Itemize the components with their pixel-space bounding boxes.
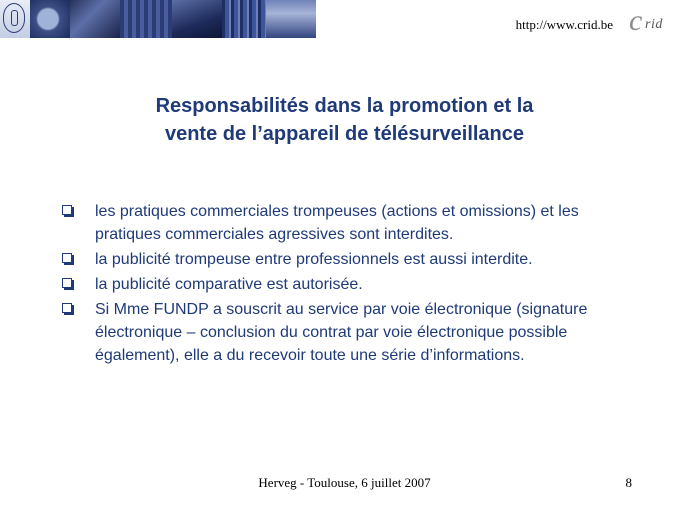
banner-photo-1 xyxy=(30,0,70,38)
banner-photo-3 xyxy=(120,0,172,38)
footer-text: Herveg - Toulouse, 6 juillet 2007 xyxy=(258,475,431,490)
slide-title xyxy=(0,92,689,148)
bullet-item xyxy=(62,200,642,246)
banner-photo-6 xyxy=(266,0,316,38)
slide-title-line-2: vente de l’appareil de télésurveillance xyxy=(164,123,525,145)
header-url: http://www.crid.be xyxy=(515,17,613,32)
bullet-text: les pratiques commerciales trompeuses (actions et omissions) et les pratiques commerciales agressives sont interdites. xyxy=(95,203,579,243)
bullet-item xyxy=(62,248,642,271)
header-image-banner xyxy=(0,0,316,38)
bullet-text: Si Mme FUNDP a souscrit au service par voie électronique (signature électronique – conclusion du contrat par voie électronique possible également), elle a du recevoir toute une série d’informations. xyxy=(95,301,588,364)
crid-logo xyxy=(629,6,675,36)
crid-logo-rid: rid xyxy=(645,17,663,32)
bullet-text: la publicité trompeuse entre professionnels est aussi interdite. xyxy=(95,251,533,268)
university-seal-tile xyxy=(0,0,30,38)
checkbox-bullet-icon xyxy=(62,253,72,263)
bullet-list xyxy=(62,200,642,369)
checkbox-bullet-icon xyxy=(62,278,72,288)
banner-photo-4 xyxy=(172,0,222,38)
bullet-item xyxy=(62,298,642,367)
university-seal-icon xyxy=(3,3,25,33)
checkbox-bullet-icon xyxy=(62,303,72,313)
crid-logo-c: c xyxy=(629,4,643,37)
banner-photo-5 xyxy=(222,0,266,38)
bullet-item xyxy=(62,273,642,296)
banner-photo-2 xyxy=(70,0,120,38)
checkbox-bullet-icon xyxy=(62,205,72,215)
slide-title-line-1: Responsabilités dans la promotion et la xyxy=(155,95,534,117)
page-number: 8 xyxy=(625,475,632,490)
bullet-text: la publicité comparative est autorisée. xyxy=(95,276,363,293)
